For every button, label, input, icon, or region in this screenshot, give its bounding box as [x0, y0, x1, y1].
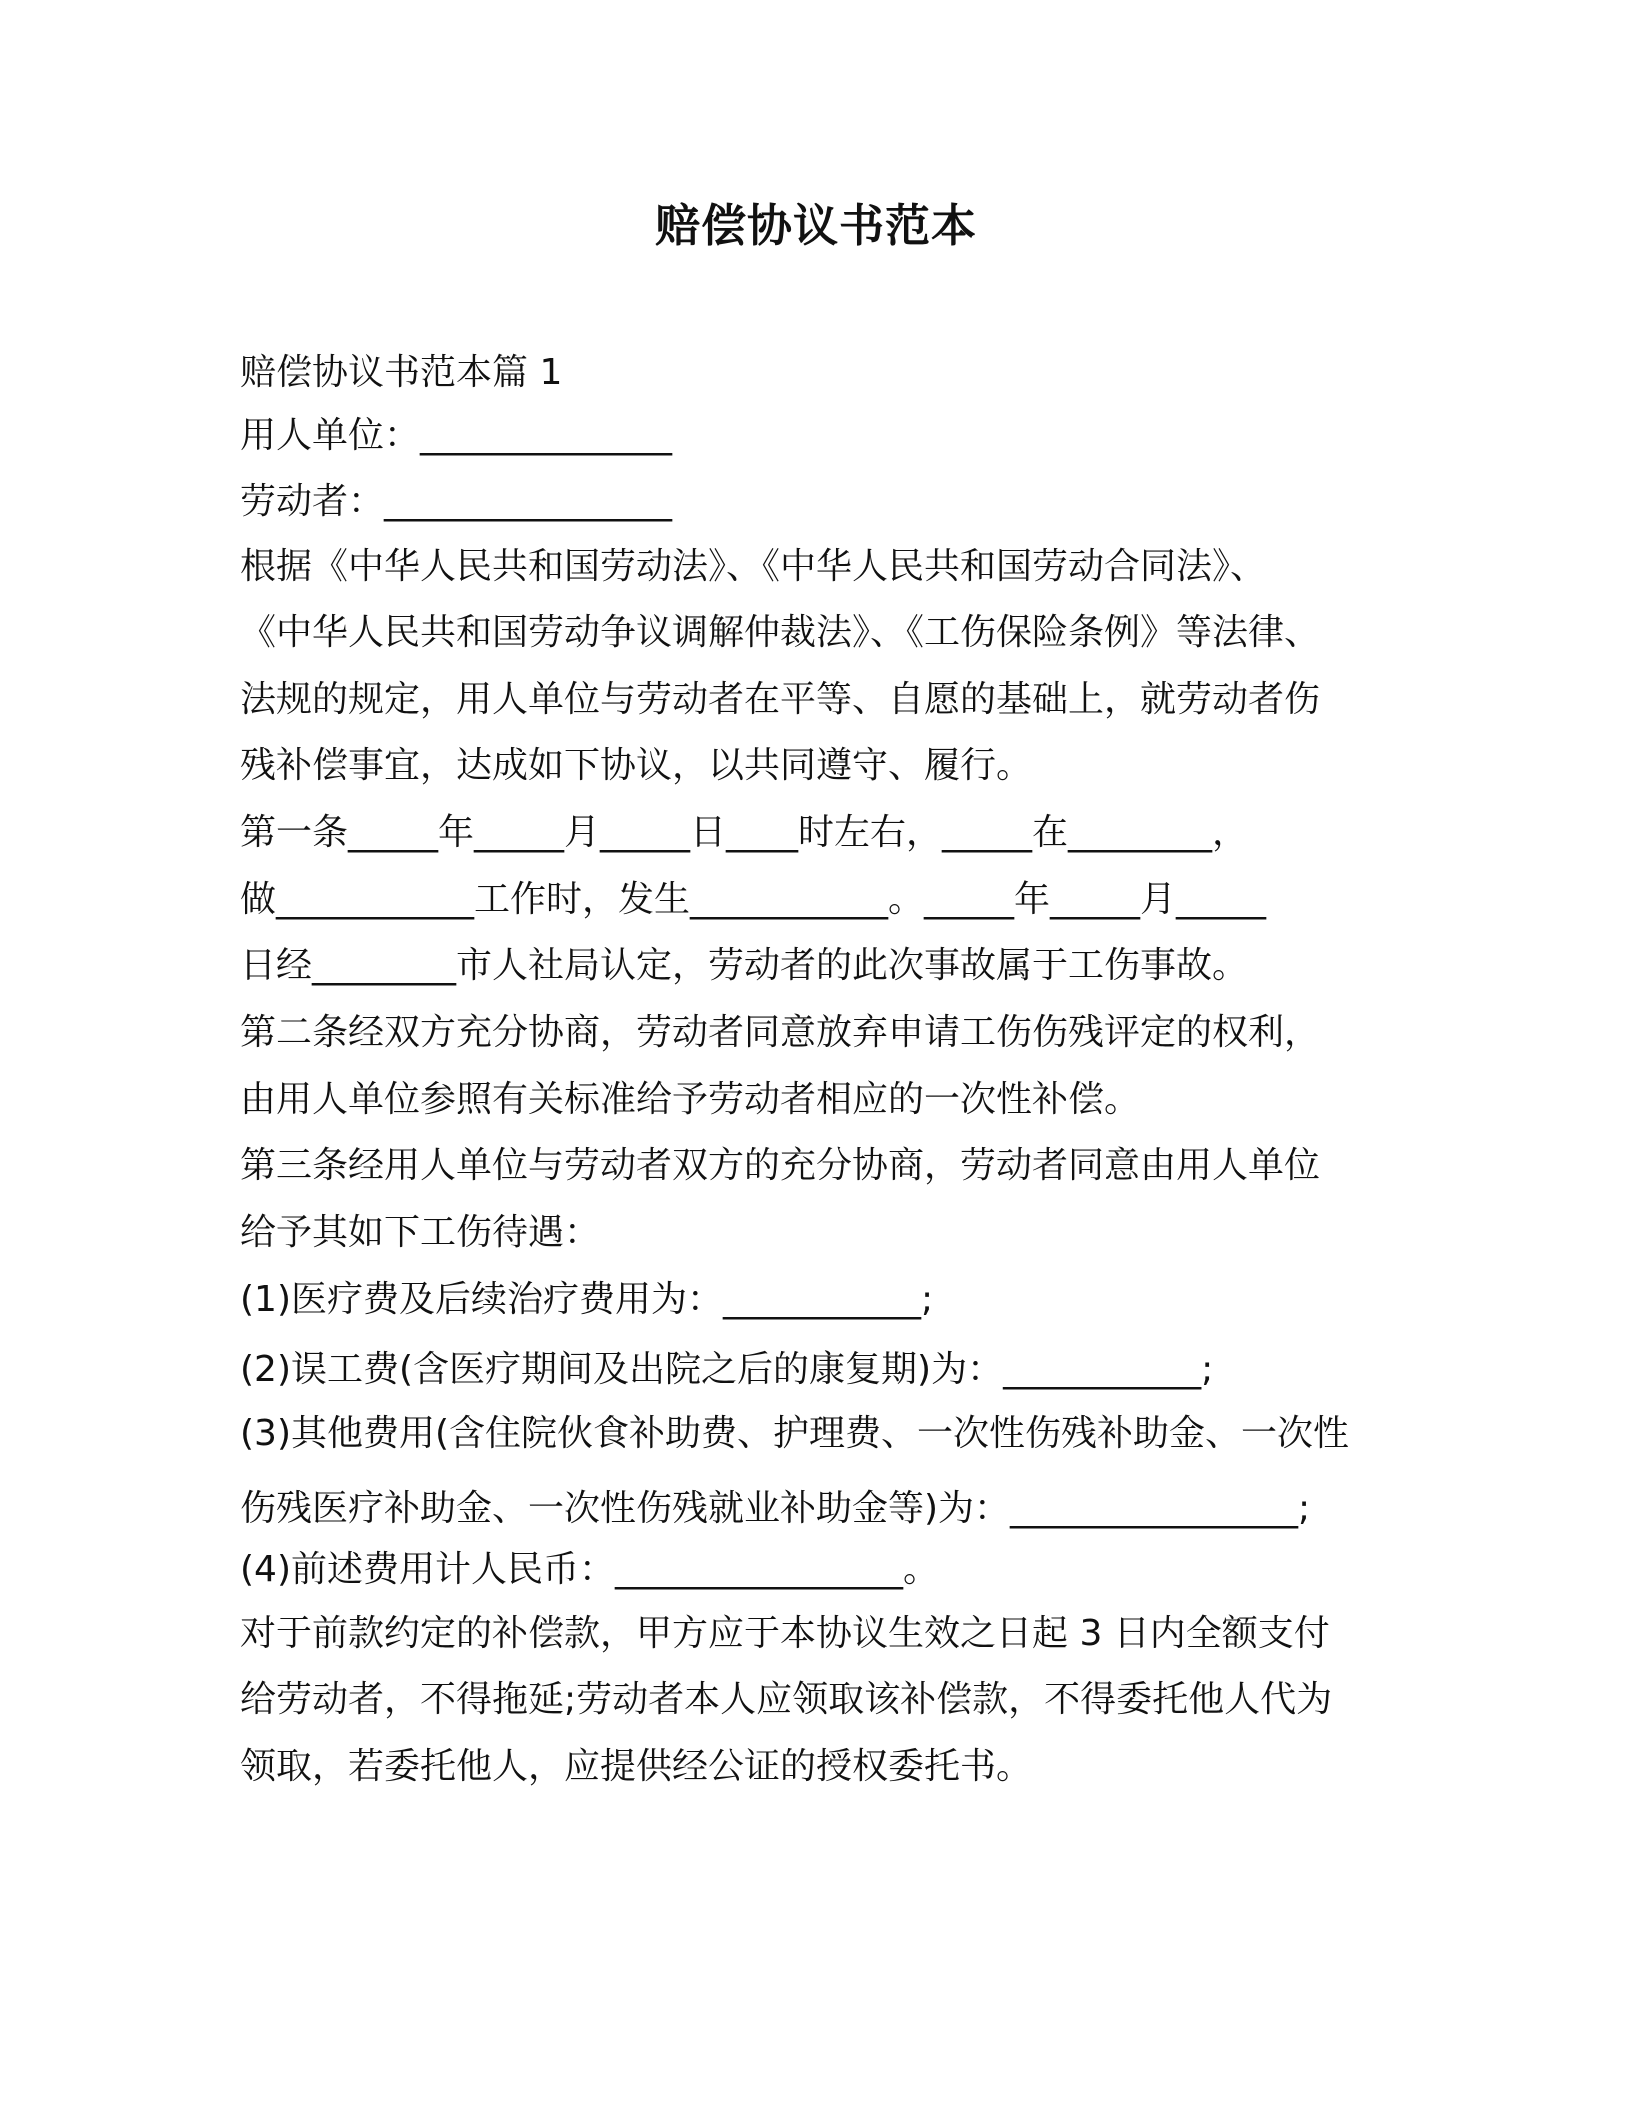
payment-line: 给劳动者，不得拖延;劳动者本人应领取该补偿款，不得委托他人代为: [240, 1679, 1333, 1720]
article-2-line: 第二条经双方充分协商，劳动者同意放弃申请工伤伤残评定的权利，: [240, 1012, 1321, 1053]
item-3-line: (3)其他费用(含住院伙食补助费、护理费、一次性伤残补助金、一次性: [240, 1413, 1350, 1454]
item-4-line: (4)前述费用计人民币：________________。: [240, 1549, 939, 1590]
article-3-line: 给予其如下工伤待遇：: [240, 1212, 601, 1253]
article-1-line: 做___________工作时，发生___________。_____年_____月_____: [240, 879, 1267, 920]
section-heading: 赔偿协议书范本篇 1: [240, 352, 563, 393]
body-line: 《中华人民共和国劳动争议调解仲裁法》、《工伤保险条例》等法律、: [240, 612, 1321, 653]
body-line: 法规的规定，用人单位与劳动者在平等、自愿的基础上，就劳动者伤: [240, 679, 1321, 720]
payment-line: 领取，若委托他人，应提供经公证的授权委托书。: [240, 1746, 1033, 1787]
item-2-line: (2)误工费(含医疗期间及出院之后的康复期)为：___________;: [240, 1349, 1214, 1390]
body-line: 残补偿事宜，达成如下协议，以共同遵守、履行。: [240, 745, 1033, 786]
item-3-line: 伤残医疗补助金、一次性伤残就业补助金等)为：________________;: [240, 1488, 1311, 1529]
worker-field: 劳动者：________________: [240, 481, 673, 522]
article-1-line: 日经________市人社局认定，劳动者的此次事故属于工伤事故。: [240, 945, 1249, 986]
document-title: 赔偿协议书范本: [654, 199, 977, 252]
article-3-line: 第三条经用人单位与劳动者双方的充分协商，劳动者同意由用人单位: [240, 1145, 1321, 1186]
article-2-line: 由用人单位参照有关标准给予劳动者相应的一次性补偿。: [240, 1079, 1141, 1120]
employer-field: 用人单位：______________: [240, 415, 673, 456]
item-1-line: (1)医疗费及后续治疗费用为：___________;: [240, 1279, 934, 1320]
payment-line: 对于前款约定的补偿款，甲方应于本协议生效之日起 3 日内全额支付: [240, 1613, 1330, 1654]
article-1-line: 第一条_____年_____月_____日____时左右，_____在________，: [240, 812, 1249, 853]
body-line: 根据《中华人民共和国劳动法》、《中华人民共和国劳动合同法》、: [240, 546, 1267, 587]
